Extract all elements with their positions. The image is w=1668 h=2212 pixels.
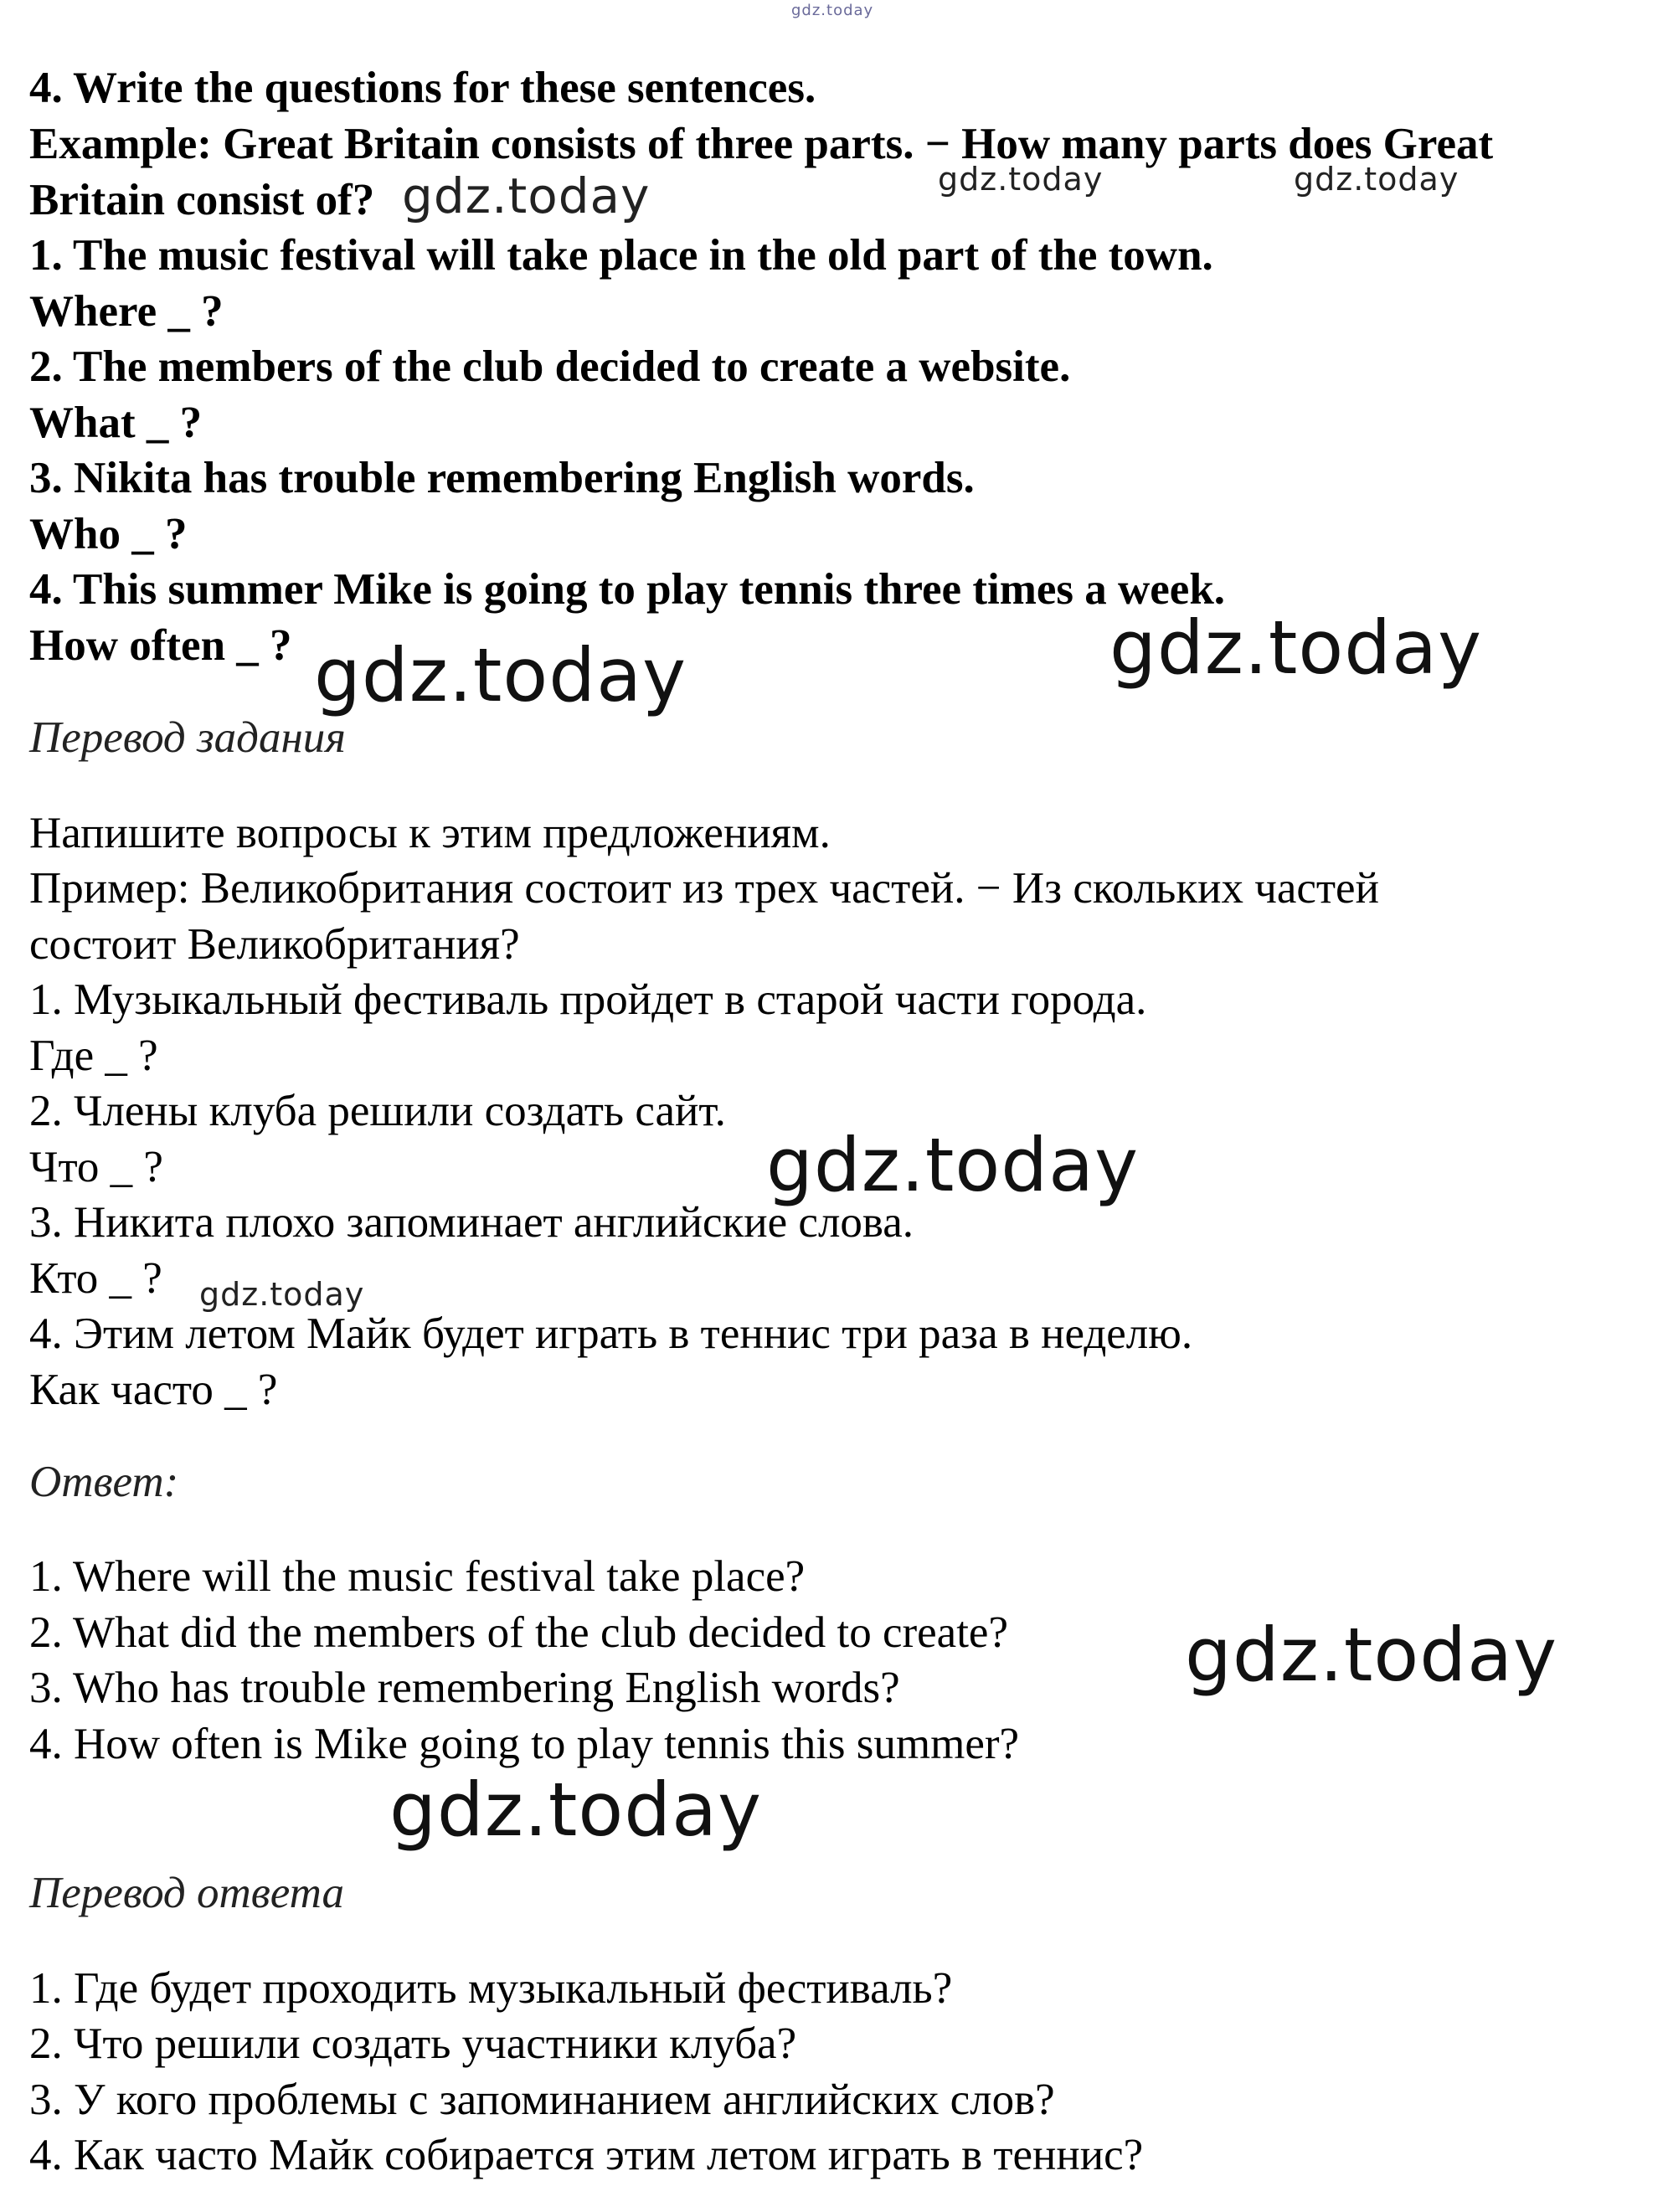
task-item-3-sentence: 3. Nikita has trouble remembering English words. (29, 454, 975, 502)
answer-translation-item-2: 2. Что решили создать участники клуба? (29, 2019, 797, 2068)
task-heading: 4. Write the questions for these sentences. (29, 64, 816, 112)
task-translation-item-2-sentence: 2. Члены клуба решили создать сайт. (29, 1087, 726, 1135)
watermark-top: gdz.today (791, 2, 874, 19)
task-translation-line3: состоит Великобритания? (29, 920, 520, 969)
task-translation-item-3-prompt: Кто _ ? (29, 1254, 162, 1303)
watermark-big-2: gdz.today (1109, 604, 1483, 691)
answer-translation-item-3: 3. У кого проблемы с запоминанием английских слов? (29, 2076, 1055, 2124)
watermark-medium-1: gdz.today (402, 167, 651, 224)
answer-translation-item-1: 1. Где будет проходить музыкальный фестиваль? (29, 1964, 953, 2013)
task-translation-line1: Напишите вопросы к этим предложениям. (29, 809, 831, 857)
task-translation-item-1-sentence: 1. Музыкальный фестиваль пройдет в старой части города. (29, 975, 1147, 1024)
answer-translation-item-4: 4. Как часто Майк собирается этим летом играть в теннис? (29, 2131, 1144, 2179)
task-item-4-sentence: 4. This summer Mike is going to play tennis three times a week. (29, 565, 1226, 614)
task-item-2-prompt: What _ ? (29, 399, 203, 447)
answer-item-4: 4. How often is Mike going to play tennis this summer? (29, 1720, 1020, 1768)
watermark-big-3: gdz.today (766, 1122, 1140, 1208)
task-translation-line2: Пример: Великобритания состоит из трех частей. − Из скольких частей (29, 864, 1379, 913)
answer-item-1: 1. Where will the music festival take place? (29, 1552, 806, 1601)
task-translation-item-4-sentence: 4. Этим летом Майк будет играть в теннис три раза в неделю. (29, 1309, 1193, 1358)
task-translation-item-2-prompt: Что _ ? (29, 1143, 163, 1191)
watermark-small-3: gdz.today (199, 1276, 365, 1313)
task-item-2-sentence: 2. The members of the club decided to create a website. (29, 342, 1071, 391)
task-translation-item-3-sentence: 3. Никита плохо запоминает английские слова. (29, 1198, 914, 1247)
task-example-line1: Example: Great Britain consists of three parts. − How many parts does Great (29, 120, 1494, 168)
task-example-line2: Britain consist of? (29, 176, 375, 224)
task-item-1-sentence: 1. The music festival will take place in the old part of the town. (29, 231, 1213, 280)
watermark-big-5: gdz.today (389, 1767, 763, 1853)
task-item-1-prompt: Where _ ? (29, 287, 224, 336)
answer-translation-heading: Перевод ответа (29, 1869, 345, 1917)
watermark-small-2: gdz.today (1294, 161, 1460, 198)
watermark-big-4: gdz.today (1185, 1612, 1558, 1698)
answer-item-3: 3. Who has trouble remembering English words? (29, 1664, 900, 1712)
answer-item-2: 2. What did the members of the club decided to create? (29, 1608, 1008, 1657)
task-translation-heading: Перевод задания (29, 713, 346, 762)
task-translation-item-4-prompt: Как часто _ ? (29, 1366, 278, 1414)
watermark-big-1: gdz.today (314, 632, 687, 718)
watermark-small-1: gdz.today (938, 161, 1104, 198)
task-translation-item-1-prompt: Где _ ? (29, 1031, 158, 1080)
answer-heading: Ответ: (29, 1458, 179, 1506)
task-item-3-prompt: Who _ ? (29, 510, 188, 558)
task-item-4-prompt: How often _ ? (29, 621, 292, 670)
